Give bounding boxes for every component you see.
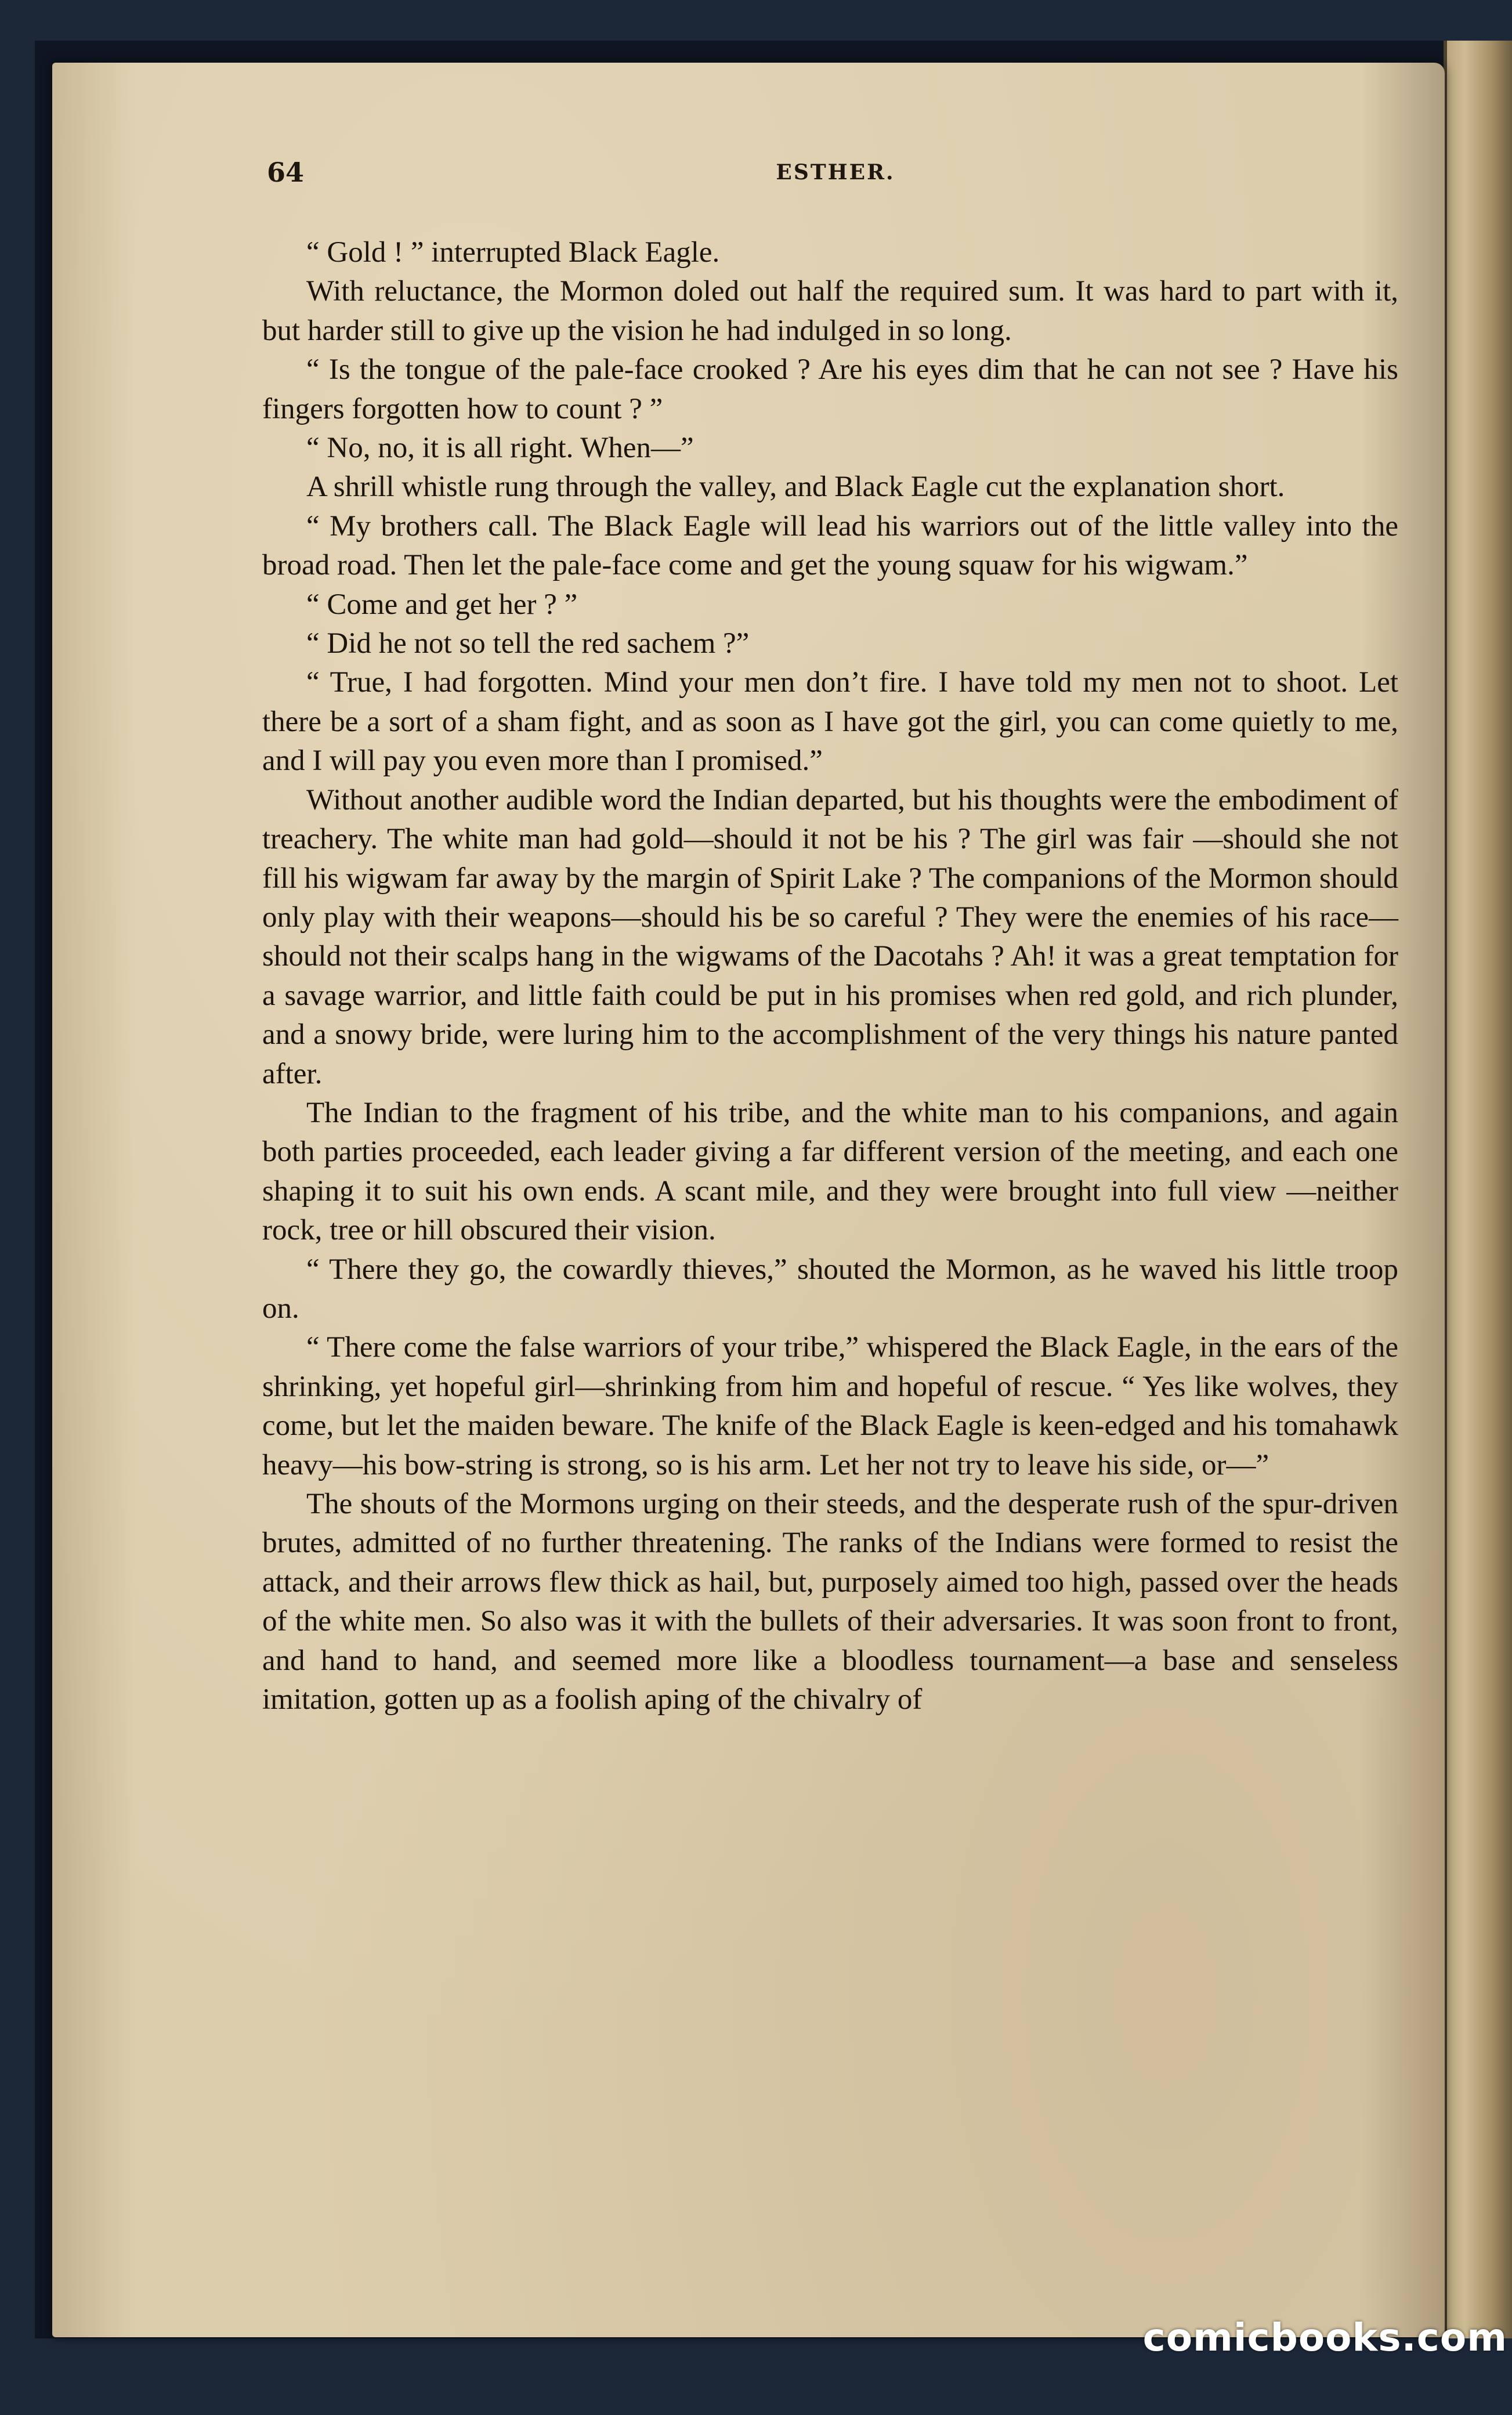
paragraph: “ Did he not so tell the red sachem ?” xyxy=(306,627,750,660)
page-number: 64 xyxy=(267,157,305,188)
paragraph: “ My brothers call. The Black Eagle will lead his warriors out of the little valley into the broad road. Then let the pale-face come and get the young squaw for his wigwam.” xyxy=(262,509,1398,582)
paragraph: “ There come the false warriors of your tribe,” whispered the Black Eagle, in the ears of the shrinking, yet hopeful girl—shrinking from him and hopeful of rescue. “ Yes like wolves, they come, but let the maiden beware. The knife of the Black Eagle is keen-edged and his tomahawk heavy—his bow-string is strong, so is his arm. Let her not try to leave his side, or—” xyxy=(262,1331,1398,1481)
site-watermark: comicbooks.com xyxy=(1142,2315,1507,2360)
paragraph: The shouts of the Mormons urging on their steeds, and the desperate rush of the spur-driven brutes, admitted of no further threatening. The ranks of the Indians were formed to resist the attack, and their arrows flew thick as hail, but, purposely aimed too high, passed over the heads of the white men. So also was it with the bullets of their adversaries. It was soon front to front, and hand to hand, and seemed more like a bloodless tournament—a base and senseless imitation, gotten up as a foolish aping of the chivalry of xyxy=(262,1488,1398,1716)
paragraph: “ No, no, it is all right. When—” xyxy=(306,432,694,465)
paragraph: “ Come and get her ? ” xyxy=(306,588,578,621)
paragraph: “ Gold ! ” interrupted Black Eagle. xyxy=(306,236,720,269)
body-text xyxy=(262,233,1398,2183)
paragraph: “ True, I had forgotten. Mind your men don’t fire. I have told my men not to shoot. Let there be a sort of a sham fight, and as soon as I have got the girl, you can come quietly to me, and I will pay you even more than I promised.” xyxy=(262,666,1398,778)
page-header xyxy=(267,157,1404,197)
paragraph: “ Is the tongue of the pale-face crooked ? Are his eyes dim that he can not see ? Have his fingers forgotten how to count ? ” xyxy=(262,353,1398,425)
book-spine xyxy=(1445,41,1512,2338)
paragraph: Without another audible word the Indian departed, but his thoughts were the embodiment of treachery. The white man had gold—should it not be his ? The girl was fair —should she not fill his wigwam far away by the margin of Spirit Lake ? The companions of the Mormon should only play with their weapons—should his be so careful ? They were the enemies of his race—should not their scalps hang in the wigwams of the Dacotahs ? Ah! it was a great temptation for a savage warrior, and little faith could be put in his promises when red gold, and rich plunder, and a snowy bride, were luring him to the accomplishment of the very things his nature panted after. xyxy=(262,783,1398,1090)
paragraph: With reluctance, the Mormon doled out half the required sum. It was hard to part with it, but harder still to give up the vision he had indulged in so long. xyxy=(262,275,1398,347)
running-title: ESTHER. xyxy=(776,160,895,185)
paragraph: “ There they go, the cowardly thieves,” shouted the Mormon, as he waved his little troop on. xyxy=(262,1253,1398,1325)
paragraph: The Indian to the fragment of his tribe, and the white man to his companions, and again both parties proceeded, each leader giving a far different version of the meeting, and each one shaping it to suit his own ends. A scant mile, and they were brought into full view —neither rock, tree or hill obscured their vision. xyxy=(262,1096,1398,1247)
paragraph: A shrill whistle rung through the valley, and Black Eagle cut the explanation short. xyxy=(306,471,1285,504)
